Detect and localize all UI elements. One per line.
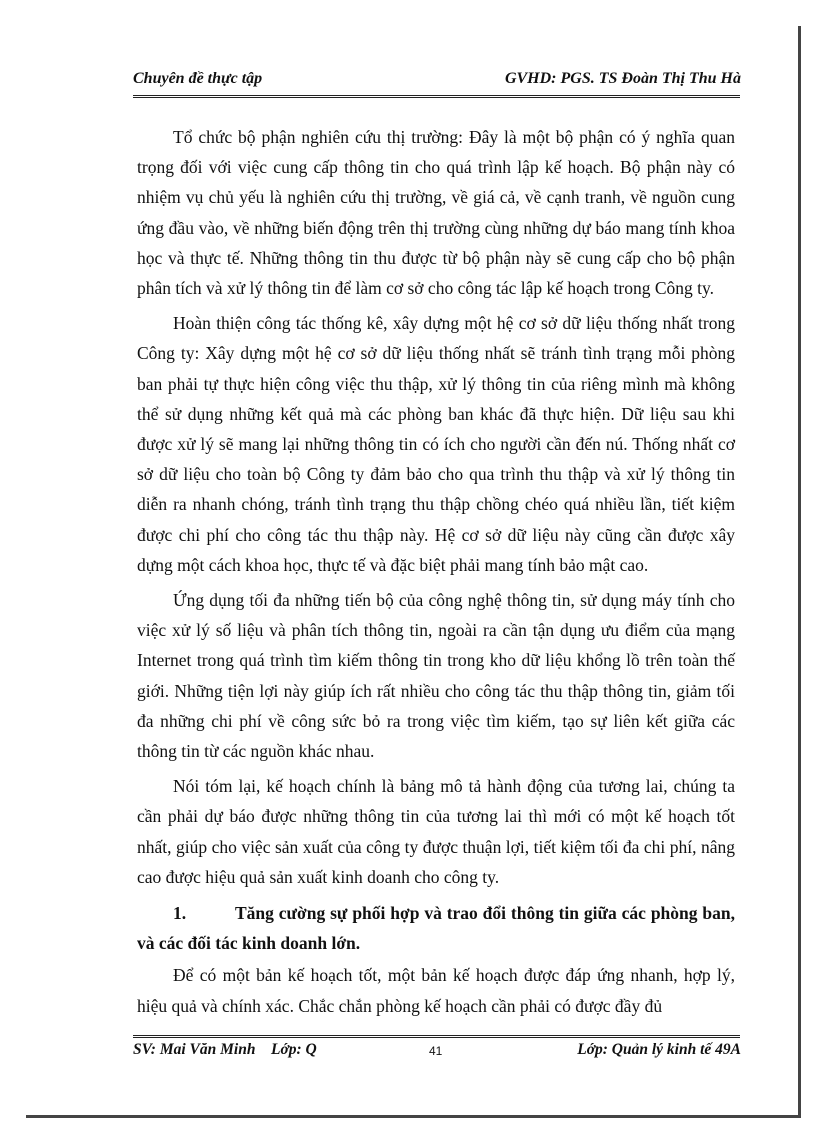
header-supervisor: GVHD: PGS. TS Đoàn Thị Thu Hà <box>504 70 741 87</box>
section-title: Tăng cường sự phối hợp và trao đổi thông tin giữa các phòng ban, và các đối tác kinh doanh lớn. <box>137 903 735 954</box>
header-rule <box>133 95 740 98</box>
paragraph-4: Nói tóm lại, kế hoạch chính là bảng mô tả hành động của tương lai, chúng ta cần phải dự báo được những thông tin của tương lai thì mới có một kế hoạch tốt nhất, giúp cho việc sản xuất của công ty được thuận lợi, tiết kiệm tối đa chi phí, nâng cao được hiệu quả sản xuất kinh doanh cho công ty. <box>137 776 735 887</box>
section-heading <box>137 898 735 958</box>
page-number: 41 <box>429 1044 443 1058</box>
section-number: 1. <box>173 903 187 924</box>
paragraph-2: Hoàn thiện công tác thống kê, xây dựng một hệ cơ sở dữ liệu thống nhất trong Công ty: Xây dựng một hệ cơ sở dữ liệu thống nhất sẽ tránh tình trạng mỗi phòng ban phải tự thực hiện công việc thu thập, xử lý thông tin của riêng mình mà không thể sử dụng những kết quả mà các phòng ban khác đã thực hiện. Dữ liệu sau khi được xử lý sẽ mang lại những thông tin có ích cho người cần đến nú. Thống nhất cơ sở dữ liệu cho toàn bộ Công ty đảm bảo cho qua trình thu thập và xử lý thông tin diễn ra nhanh chóng, tránh tình trạng thu thập chồng chéo quá nhiều lần, tiết kiệm được chi phí cho công tác thu thập này. Hệ cơ sở dữ liệu này cũng cần được xây dựng một cách khoa học, thực tế và đặc biệt phải mang tính bảo mật cao. <box>137 313 735 575</box>
body-text <box>137 122 735 1026</box>
footer-rule <box>133 1035 740 1038</box>
page-shadow-bottom <box>26 1115 801 1118</box>
page-footer <box>133 1041 741 1065</box>
footer-class: Lớp: Quản lý kinh tế 49A <box>577 1041 741 1058</box>
page-shadow-right <box>798 26 801 1116</box>
header-course-title: Chuyên đề thực tập <box>133 70 263 87</box>
paragraph-5: Để có một bản kế hoạch tốt, một bản kế hoạch được đáp ứng nhanh, hợp lý, hiệu quả và chính xác. Chắc chắn phòng kế hoạch cần phải có được đầy đủ <box>137 965 735 1016</box>
paragraph-1: Tổ chức bộ phận nghiên cứu thị trường: Đây là một bộ phận có ý nghĩa quan trọng đối với việc cung cấp thông tin cho quá trình lập kế hoạch. Bộ phận này có nhiệm vụ chủ yếu là nghiên cứu thị trường, về giá cả, về cạnh tranh, về nguồn cung ứng đầu vào, về những biến động trên thị trường cùng những dự báo mang tính khoa học và thực tế. Những thông tin thu được từ bộ phận này sẽ cung cấp cho bộ phận phân tích và xử lý thông tin để làm cơ sở cho công tác lập kế hoạch trong Công ty. <box>137 127 735 299</box>
page-header <box>133 66 741 94</box>
footer-student: SV: Mai Văn Minh Lớp: Q <box>133 1041 317 1058</box>
paragraph-3: Ứng dụng tối đa những tiến bộ của công nghệ thông tin, sử dụng máy tính cho việc xử lý số liệu và phân tích thông tin, ngoài ra cần tận dụng ưu điểm của mạng Internet trong quá trình tìm kiếm thông tin trong kho dữ liệu khổng lồ trên toàn thế giới. Những tiện lợi này giúp ích rất nhiều cho công tác thu thập thông tin, giảm tối đa những chi phí về công sức bỏ ra trong việc tìm kiếm, tạo sự liên kết giữa các thông tin từ các nguồn khác nhau. <box>137 590 735 762</box>
